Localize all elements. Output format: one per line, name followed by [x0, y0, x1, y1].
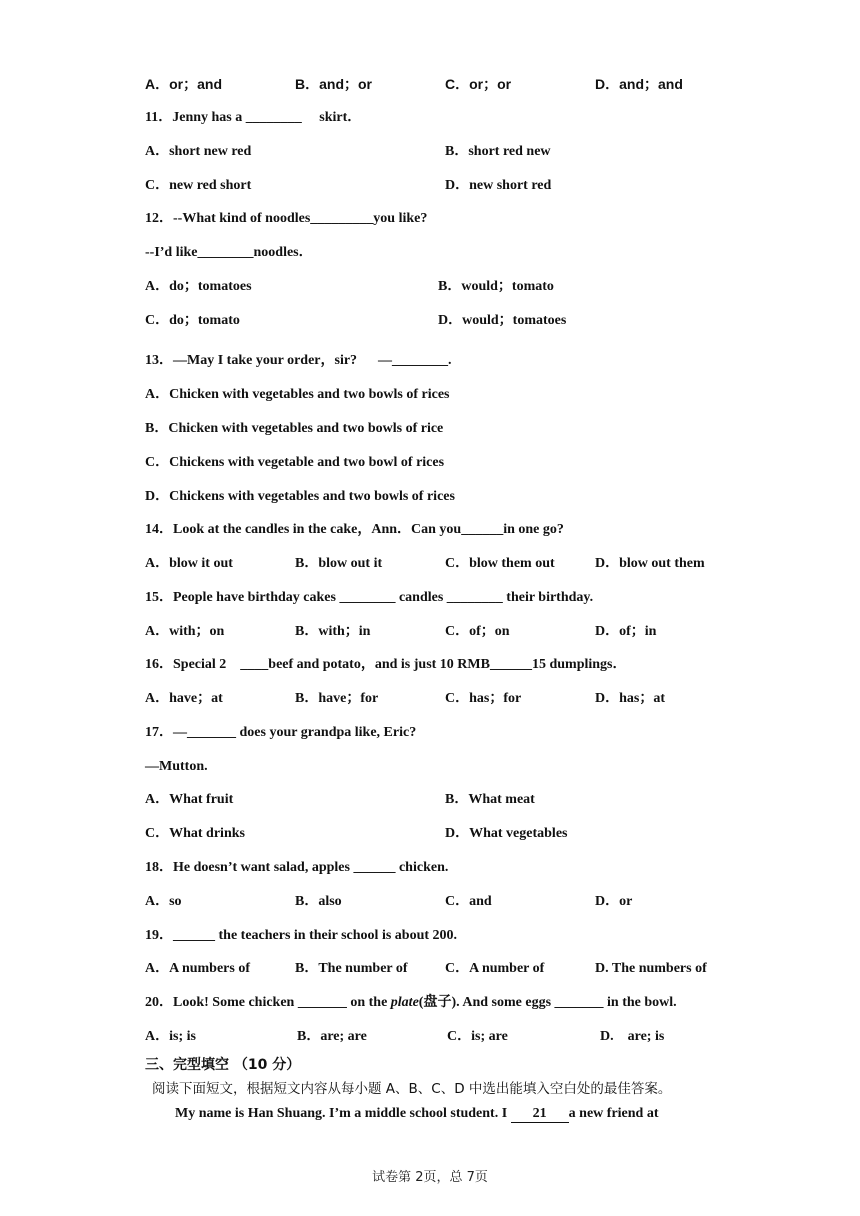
q18-stem: 18．He doesn’t want salad, apples ______ chicken.	[145, 860, 449, 875]
q15-option-a: A．with；on	[145, 624, 225, 639]
q20-option-c: C．is; are	[447, 1029, 508, 1044]
q17-option-b: B．What meat	[445, 792, 535, 807]
q12-stem: 12．--What kind of noodles_________you like?	[145, 211, 428, 226]
passage-line-1	[175, 1106, 659, 1123]
q20-stem-after: (盘子). And some eggs _______ in the bowl.	[418, 995, 677, 1010]
q12-stem-2: --I’d like________noodles．	[145, 245, 313, 260]
q14-option-d: D．blow out them	[595, 556, 705, 571]
q19-option-b: B．The number of	[295, 961, 408, 976]
q18-option-b: B．also	[295, 894, 342, 909]
q14-option-b: B．blow out it	[295, 556, 383, 571]
page-footer: 试卷第 2页，总 7页	[372, 1170, 488, 1185]
q15-option-c: C．of；on	[445, 624, 510, 639]
q17-option-d: D．What vegetables	[445, 826, 568, 841]
q10-option-a: A．or；and	[145, 76, 222, 92]
q19-option-d: D. The numbers of	[595, 961, 707, 976]
q19-stem: 19．______ the teachers in their school is about 200.	[145, 928, 458, 943]
q18-option-a: A．so	[145, 894, 182, 909]
passage-before: My name is Han Shuang. I’m a middle school student. I	[175, 1106, 511, 1121]
q12-option-a: A．do；tomatoes	[145, 279, 252, 294]
q20-stem-before: 20．Look! Some chicken _______ on the	[145, 995, 391, 1010]
q16-option-a: A．have；at	[145, 691, 223, 706]
q20-option-d: D. are; is	[600, 1029, 665, 1044]
q13-option-b: B．Chicken with vegetables and two bowls of rice	[145, 421, 444, 436]
q16-option-c: C．has；for	[445, 691, 522, 706]
q15-stem: 15．People have birthday cakes ________ candles ________ their birthday.	[145, 590, 594, 605]
q14-option-a: A．blow it out	[145, 556, 233, 571]
q11-option-b: B．short red new	[445, 144, 551, 159]
q10-option-d: D．and；and	[595, 76, 683, 92]
q19-option-a: A．A numbers of	[145, 961, 251, 976]
q10-option-b: B．and；or	[295, 76, 372, 92]
q20-option-b: B．are; are	[297, 1029, 367, 1044]
section-3-title: 三、完型填空 （10 分）	[145, 1057, 301, 1073]
q17-stem-2: —Mutton.	[145, 759, 208, 774]
q20-stem-italic: plate	[390, 995, 419, 1010]
q11-option-a: A．short new red	[145, 144, 252, 159]
passage-after: a new friend at	[568, 1106, 659, 1121]
q10-option-c: C．or；or	[445, 76, 512, 92]
q14-stem: 14．Look at the candles in the cake，Ann．Can you______in one go?	[145, 522, 564, 537]
q18-option-c: C．and	[445, 894, 492, 909]
q17-option-a: A．What fruit	[145, 792, 234, 807]
q11-option-d: D．new short red	[445, 178, 552, 193]
q14-option-c: C．blow them out	[445, 556, 555, 571]
q12-option-b: B．would；tomato	[438, 279, 554, 294]
q13-option-c: C．Chickens with vegetable and two bowl of rices	[145, 455, 445, 470]
q16-option-b: B．have；for	[295, 691, 379, 706]
q11-stem: 11．Jenny has a ________ skirt．	[145, 110, 362, 125]
q17-stem: 17．—_______ does your grandpa like, Eric?	[145, 725, 417, 740]
blank-21: 21	[511, 1106, 569, 1123]
q17-option-c: C．What drinks	[145, 826, 245, 841]
q12-option-d: D．would；tomatoes	[438, 313, 567, 328]
q13-stem: 13．—May I take your order，sir? —________.	[145, 353, 452, 368]
q15-option-b: B．with；in	[295, 624, 371, 639]
q13-option-a: A．Chicken with vegetables and two bowls of rices	[145, 387, 450, 402]
q20-option-a: A．is; is	[145, 1029, 196, 1044]
q16-option-d: D．has；at	[595, 691, 666, 706]
q11-option-c: C．new red short	[145, 178, 252, 193]
q12-option-c: C．do；tomato	[145, 313, 240, 328]
section-3-instruction: 阅读下面短文，根据短文内容从每小题 A、B、C、D 中选出能填入空白处的最佳答案。	[152, 1081, 672, 1097]
q19-option-c: C．A number of	[445, 961, 545, 976]
q18-option-d: D．or	[595, 894, 633, 909]
q20-stem	[145, 994, 677, 1012]
q15-option-d: D．of；in	[595, 624, 657, 639]
q16-stem: 16．Special 2 ____beef and potato，and is just 10 RMB______15 dumplings．	[145, 657, 627, 672]
q13-option-d: D．Chickens with vegetables and two bowls of rices	[145, 489, 455, 504]
